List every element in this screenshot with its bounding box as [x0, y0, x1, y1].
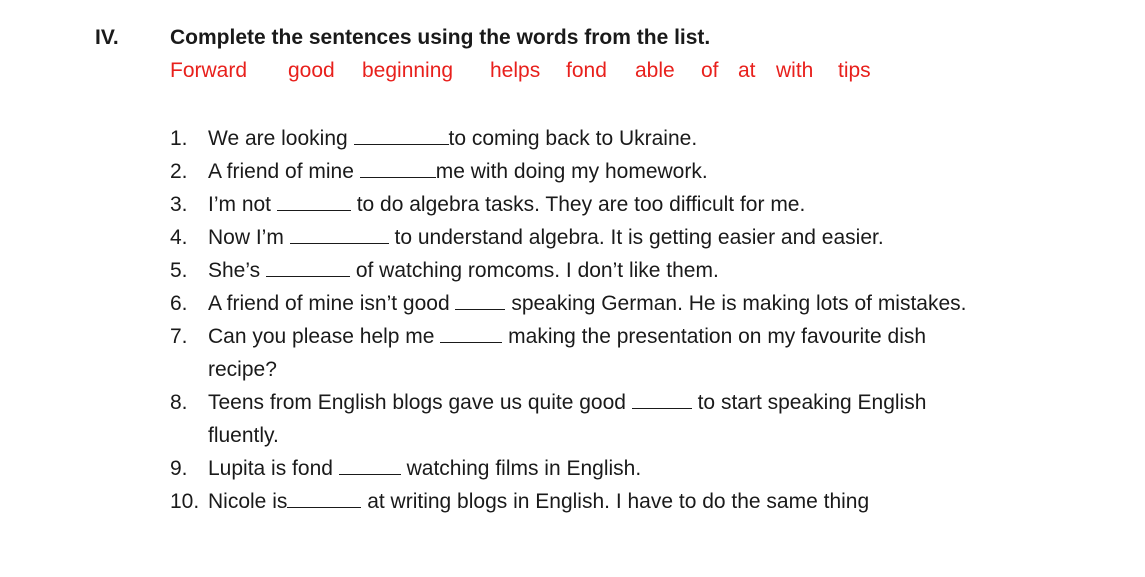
list-item	[170, 485, 1130, 518]
list-item	[170, 122, 1130, 155]
item-sentence	[208, 221, 884, 254]
item-sentence	[208, 485, 869, 518]
item-sentence	[208, 386, 926, 419]
sentence-before: Teens from English blogs gave us quite good	[208, 391, 632, 414]
answer-blank[interactable]	[266, 256, 350, 277]
section-number: IV.	[95, 26, 119, 49]
answer-blank[interactable]	[360, 157, 436, 178]
item-sentence	[208, 155, 708, 188]
sentence-after: to do algebra tasks. They are too difficult for me.	[350, 193, 806, 216]
sentence-before: I’m not	[208, 193, 277, 216]
answer-blank[interactable]	[277, 190, 351, 211]
word-list-item: Forward	[170, 59, 248, 82]
sentence-before: A friend of mine isn’t good	[208, 292, 456, 315]
sentence-before: Now I’m	[208, 226, 290, 249]
item-sentence	[208, 287, 967, 320]
sentence-after: to understand algebra. It is getting easier and easier.	[388, 226, 884, 249]
answer-blank[interactable]	[440, 322, 502, 343]
item-sentence	[208, 188, 805, 221]
item-number: 6.	[170, 292, 188, 315]
word-list-item: of	[701, 59, 719, 82]
list-item	[170, 320, 1130, 386]
word-list-item: helps	[490, 59, 541, 82]
word-list-item: good	[288, 59, 335, 82]
list-item	[170, 221, 1130, 254]
sentence-before: Nicole is	[208, 490, 288, 513]
list-item	[170, 287, 1130, 320]
item-number: 5.	[170, 259, 188, 282]
list-item	[170, 386, 1130, 452]
item-number: 1.	[170, 127, 188, 150]
item-sentence-continuation: fluently.	[208, 424, 279, 447]
item-number: 7.	[170, 325, 188, 348]
answer-blank[interactable]	[455, 289, 505, 310]
instruction-heading: Complete the sentences using the words from the list.	[170, 26, 711, 49]
list-item	[170, 452, 1130, 485]
sentence-after: speaking German. He is making lots of mistakes.	[505, 292, 967, 315]
sentence-before: A friend of mine	[208, 160, 360, 183]
item-number: 8.	[170, 391, 188, 414]
item-sentence	[208, 254, 719, 287]
item-sentence	[208, 122, 697, 155]
item-number: 2.	[170, 160, 188, 183]
answer-blank[interactable]	[290, 223, 389, 244]
word-list-item: tips	[838, 59, 871, 82]
sentence-after: of watching romcoms. I don’t like them.	[350, 259, 719, 282]
sentence-after: to start speaking English	[691, 391, 927, 414]
sentence-list	[170, 122, 1130, 518]
item-number: 3.	[170, 193, 188, 216]
word-list-item: fond	[566, 59, 607, 82]
word-list-item: with	[776, 59, 814, 82]
sentence-after: to coming back to Ukraine.	[448, 127, 698, 150]
item-sentence	[208, 452, 641, 485]
sentence-before: Lupita is fond	[208, 457, 339, 480]
item-number: 9.	[170, 457, 188, 480]
sentence-after: watching films in English.	[400, 457, 642, 480]
list-item	[170, 188, 1130, 221]
list-item	[170, 155, 1130, 188]
sentence-after: me with doing my homework.	[435, 160, 708, 183]
item-sentence	[208, 320, 926, 353]
list-item	[170, 254, 1130, 287]
item-sentence-continuation: recipe?	[208, 358, 277, 381]
answer-blank[interactable]	[287, 487, 361, 508]
sentence-after: at writing blogs in English. I have to do the same thing	[361, 490, 870, 513]
word-list-item: able	[635, 59, 675, 82]
answer-blank[interactable]	[354, 124, 449, 145]
item-number: 10.	[170, 490, 200, 513]
sentence-after: making the presentation on my favourite dish	[502, 325, 927, 348]
sentence-before: We are looking	[208, 127, 354, 150]
sentence-before: She’s	[208, 259, 266, 282]
word-list-item: beginning	[362, 59, 454, 82]
word-list-item: at	[738, 59, 756, 82]
answer-blank[interactable]	[632, 388, 692, 409]
item-number: 4.	[170, 226, 188, 249]
sentence-before: Can you please help me	[208, 325, 441, 348]
answer-blank[interactable]	[339, 454, 401, 475]
